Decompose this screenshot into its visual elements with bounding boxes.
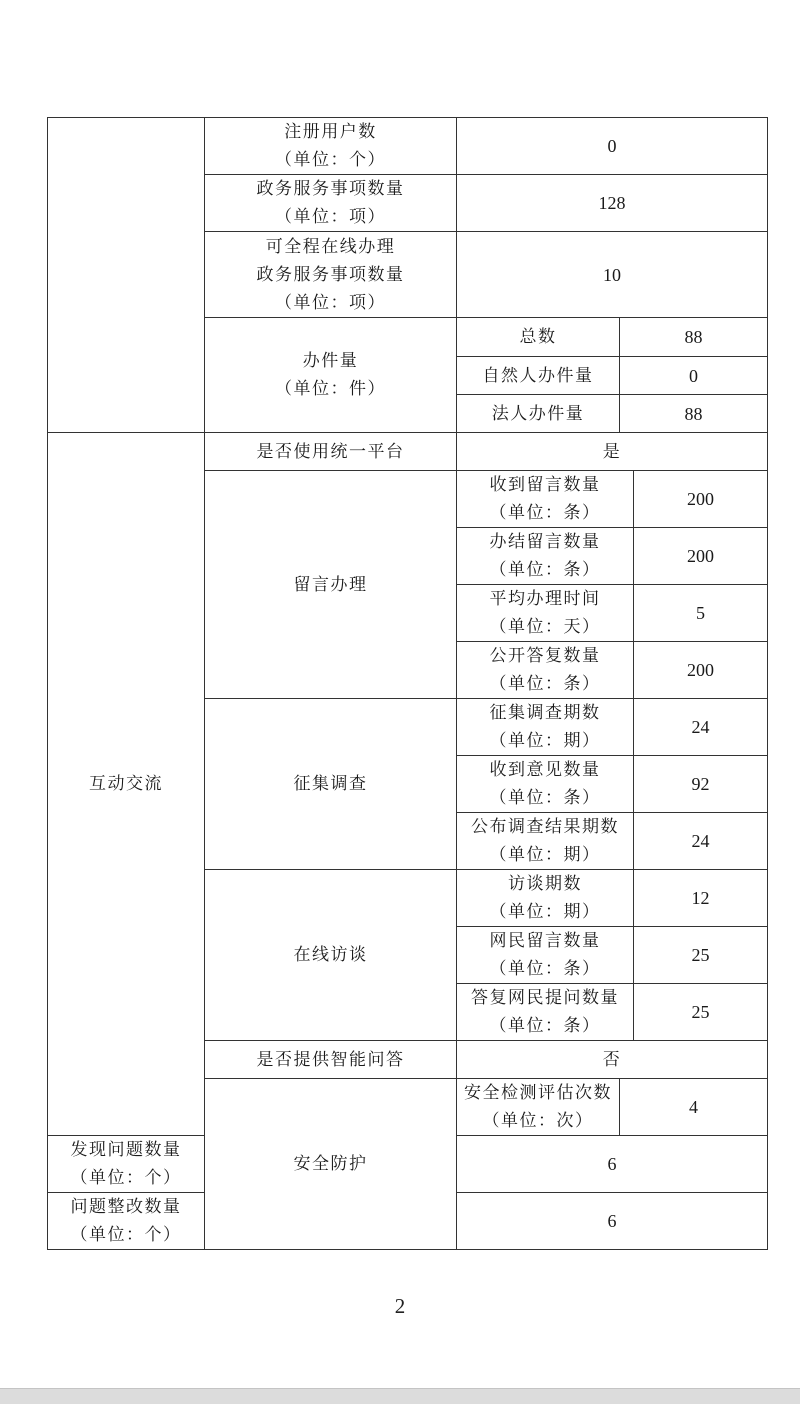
sub-item-value: 25 [634, 984, 768, 1041]
sub-item-label: 征集调查期数 （单位：期） [457, 699, 634, 756]
sub-item-value: 0 [620, 357, 768, 395]
sub-item-value: 25 [634, 927, 768, 984]
item-value: 4 [620, 1079, 768, 1136]
sub-item-value: 200 [634, 471, 768, 528]
sub-item-value: 24 [634, 813, 768, 870]
item-label: 注册用户数 （单位：个） [205, 118, 457, 175]
sub-item-value: 200 [634, 642, 768, 699]
item-label: 政务服务事项数量 （单位：项） [205, 175, 457, 232]
item-value: 是 [457, 433, 768, 471]
sub-item-label: 平均办理时间 （单位：天） [457, 585, 634, 642]
item-label: 办件量 （单位：件） [205, 318, 457, 433]
viewer-bottom-bar [0, 1388, 800, 1404]
category-cell: 安全防护 [205, 1079, 457, 1250]
item-label: 可全程在线办理 政务服务事项数量 （单位：项） [205, 232, 457, 318]
item-label: 是否使用统一平台 [205, 433, 457, 471]
sub-item-value: 88 [620, 395, 768, 433]
item-value: 6 [457, 1136, 768, 1193]
page-number: 2 [394, 1294, 406, 1318]
sub-item-value: 200 [634, 528, 768, 585]
table-row [48, 118, 768, 175]
sub-item-label: 访谈期数 （单位：期） [457, 870, 634, 927]
item-label: 是否提供智能问答 [205, 1041, 457, 1079]
sub-item-label: 公开答复数量 （单位：条） [457, 642, 634, 699]
item-value: 10 [457, 232, 768, 318]
sub-item-label: 收到留言数量 （单位：条） [457, 471, 634, 528]
item-value: 否 [457, 1041, 768, 1079]
sub-item-label: 答复网民提问数量 （单位：条） [457, 984, 634, 1041]
sub-item-value: 92 [634, 756, 768, 813]
sub-item-label: 网民留言数量 （单位：条） [457, 927, 634, 984]
item-value: 128 [457, 175, 768, 232]
item-label: 征集调查 [205, 699, 457, 870]
item-label: 发现问题数量 （单位：个） [48, 1136, 205, 1193]
item-label: 在线访谈 [205, 870, 457, 1041]
item-value: 0 [457, 118, 768, 175]
category-cell: 互动交流 [48, 433, 205, 1136]
sub-item-value: 5 [634, 585, 768, 642]
sub-item-label: 自然人办件量 [457, 357, 620, 395]
sub-item-label: 办结留言数量 （单位：条） [457, 528, 634, 585]
sub-item-label: 法人办件量 [457, 395, 620, 433]
item-label: 安全检测评估次数 （单位：次） [457, 1079, 620, 1136]
item-label: 问题整改数量 （单位：个） [48, 1193, 205, 1250]
sub-item-label: 公布调查结果期数 （单位：期） [457, 813, 634, 870]
item-value: 6 [457, 1193, 768, 1250]
statistics-table [47, 117, 768, 1250]
category-cell [48, 118, 205, 433]
sub-item-label: 收到意见数量 （单位：条） [457, 756, 634, 813]
sub-item-value: 88 [620, 318, 768, 357]
sub-item-value: 12 [634, 870, 768, 927]
sub-item-label: 总数 [457, 318, 620, 357]
item-label: 留言办理 [205, 471, 457, 699]
sub-item-value: 24 [634, 699, 768, 756]
table-row [48, 433, 768, 471]
